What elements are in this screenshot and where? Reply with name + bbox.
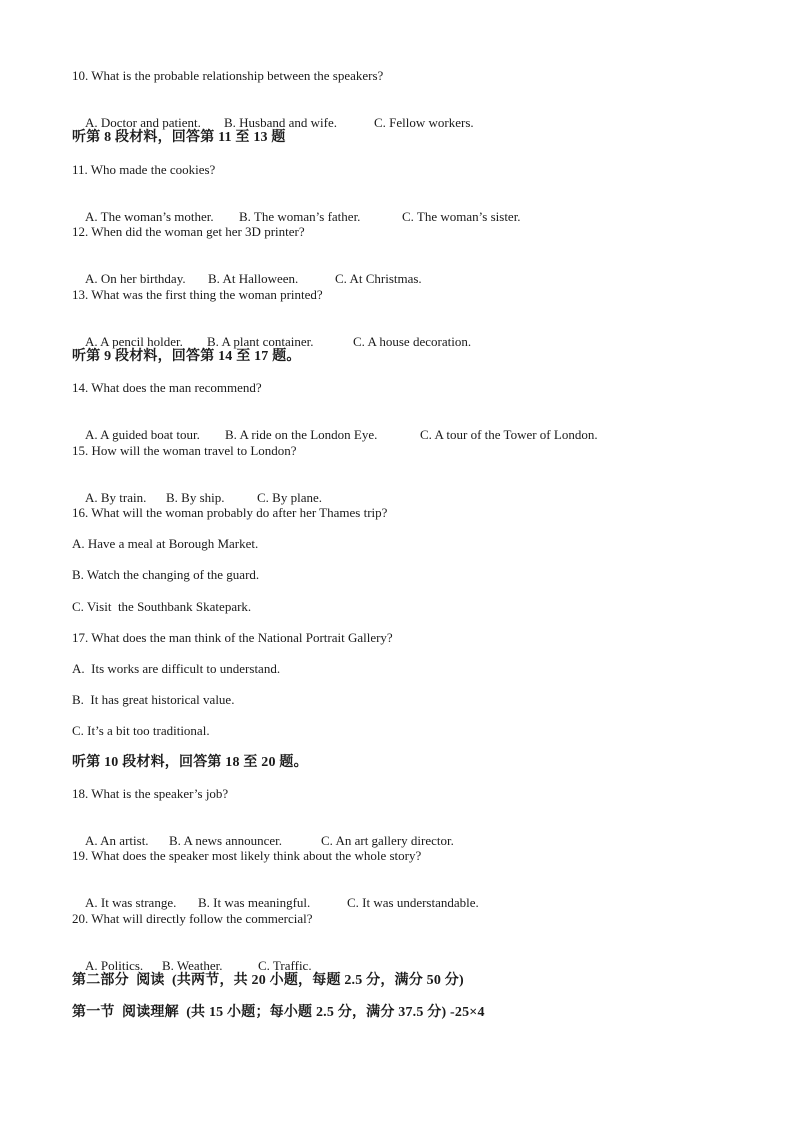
- option-a: A. Doctor and patient.: [85, 115, 201, 130]
- option-b: B. Husband and wife.: [224, 115, 338, 130]
- question-17: 17. What does the man think of the National Portrait Gallery?: [72, 630, 393, 645]
- section-heading: 听第 10 段材料，回答第 18 至 20 题。: [72, 755, 308, 770]
- option-17-a: A. Its works are difficult to understand.: [72, 661, 281, 676]
- option-c: C. A house decoration.: [353, 334, 472, 349]
- question-13: 13. What was the first thing the woman printed?: [72, 287, 323, 302]
- question-12: 12. When did the woman get her 3D printer?: [72, 224, 305, 239]
- option-a: A. An artist.: [85, 833, 149, 848]
- option-c: C. A tour of the Tower of London.: [420, 427, 598, 442]
- option-16-a: A. Have a meal at Borough Market.: [72, 536, 259, 551]
- part-heading: 第二部分 阅读 (共两节，共 20 小题，每题 2.5 分，满分 50 分): [72, 973, 464, 988]
- option-c: C. It was understandable.: [347, 895, 479, 910]
- option-b: B. At Halloween.: [208, 271, 299, 286]
- option-17-c: C. It’s a bit too traditional.: [72, 723, 210, 738]
- option-c: C. Traffic.: [258, 958, 312, 973]
- option-b: B. The woman’s father.: [239, 209, 361, 224]
- option-c: C. By plane.: [257, 490, 322, 505]
- option-b: B. Weather.: [162, 958, 223, 973]
- option-a: A. Politics.: [85, 958, 144, 973]
- option-b: B. A plant container.: [207, 334, 314, 349]
- question-14: 14. What does the man recommend?: [72, 380, 262, 395]
- option-17-b: B. It has great historical value.: [72, 692, 235, 707]
- option-a: A. It was strange.: [85, 895, 177, 910]
- option-b: B. By ship.: [166, 490, 225, 505]
- section-heading: 第一节 阅读理解 (共 15 小题；每小题 2.5 分，满分 37.5 分) -25×4: [72, 1005, 485, 1020]
- option-b: B. A news announcer.: [169, 833, 283, 848]
- option-b: B. A ride on the London Eye.: [225, 427, 378, 442]
- option-c: C. Fellow workers.: [374, 115, 474, 130]
- option-16-c: C. Visit the Southbank Skatepark.: [72, 599, 252, 614]
- question-15: 15. How will the woman travel to London?: [72, 443, 297, 458]
- option-c: C. An art gallery director.: [321, 833, 454, 848]
- option-b: B. It was meaningful.: [198, 895, 311, 910]
- question-10: 10. What is the probable relationship between the speakers?: [72, 68, 384, 83]
- question-18: 18. What is the speaker’s job?: [72, 786, 229, 801]
- section-heading: 听第 9 段材料，回答第 14 至 17 题。: [72, 349, 301, 364]
- option-16-b: B. Watch the changing of the guard.: [72, 567, 260, 582]
- option-c: C. At Christmas.: [335, 271, 422, 286]
- question-19: 19. What does the speaker most likely think about the whole story?: [72, 848, 422, 863]
- option-c: C. The woman’s sister.: [402, 209, 521, 224]
- option-a: A. On her birthday.: [85, 271, 186, 286]
- section-heading: 听第 8 段材料，回答第 11 至 13 题: [72, 130, 286, 145]
- option-a: A. A pencil holder.: [85, 334, 183, 349]
- question-11: 11. Who made the cookies?: [72, 162, 216, 177]
- option-a: A. By train.: [85, 490, 147, 505]
- option-a: A. The woman’s mother.: [85, 209, 214, 224]
- option-a: A. A guided boat tour.: [85, 427, 200, 442]
- question-20: 20. What will directly follow the commercial?: [72, 911, 313, 926]
- question-16: 16. What will the woman probably do after her Thames trip?: [72, 505, 388, 520]
